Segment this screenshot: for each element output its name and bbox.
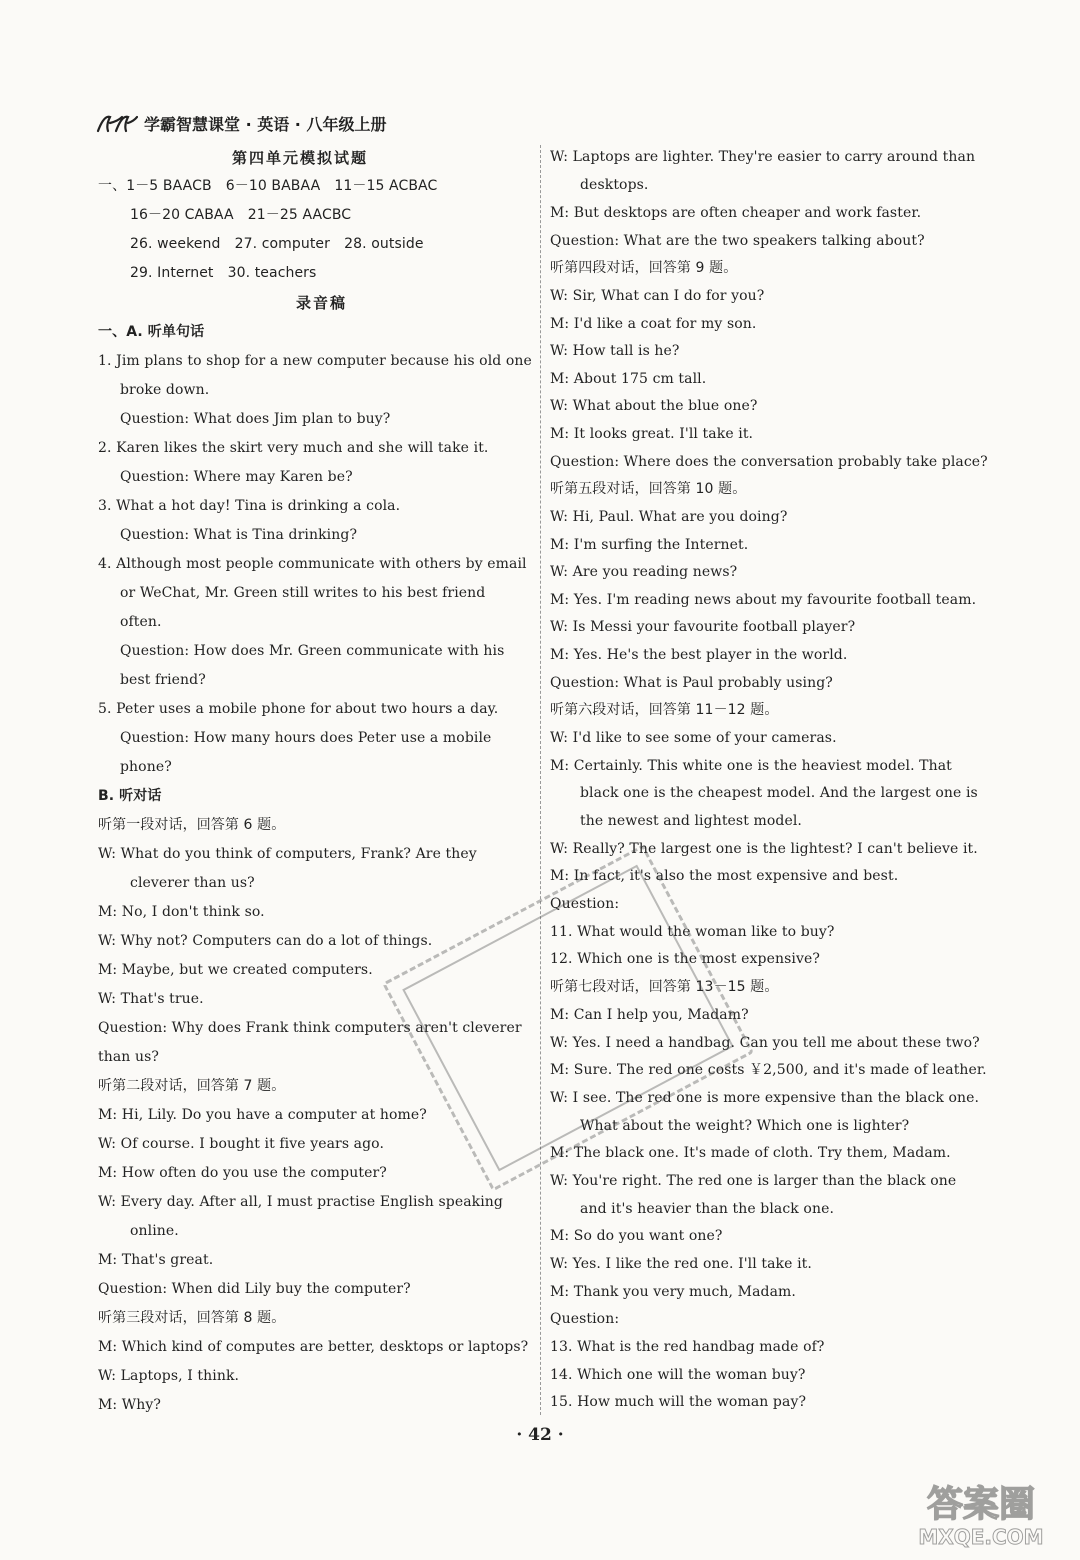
right-text-line: Question: Where does the conversation probably take place? [550, 454, 988, 470]
right-text-line: 听第七段对话，回答第 13－15 题。 [550, 979, 779, 995]
right-text-line: Question: What are the two speakers talking about? [550, 233, 925, 249]
column-divider [540, 145, 541, 1415]
left-text-line: best friend? [120, 672, 206, 688]
right-text-line: W: You're right. The red one is larger than the black one [550, 1173, 957, 1189]
right-text-line: M: But desktops are often cheaper and work faster. [550, 205, 922, 221]
left-text-line: Question: What does Jim plan to buy? [120, 411, 391, 427]
watermark-url: MXQE.COM [918, 1525, 1044, 1549]
right-text-line: W: Hi, Paul. What are you doing? [550, 509, 788, 525]
left-text-line: M: Hi, Lily. Do you have a computer at home? [98, 1107, 427, 1123]
right-text-line: W: What about the blue one? [550, 398, 758, 414]
right-text-line: M: Thank you very much, Madam. [550, 1284, 796, 1300]
left-text-line: 听第三段对话，回答第 8 题。 [98, 1310, 286, 1326]
left-text-line: W: Every day. After all, I must practise English speaking [98, 1194, 503, 1210]
left-text-line: broke down. [120, 382, 210, 398]
left-text-line: cleverer than us? [130, 875, 255, 891]
left-text-line: 16－20 CABAA 21－25 AACBC [130, 207, 352, 223]
left-text-line: M: Maybe, but we created computers. [98, 962, 373, 978]
right-text-line: 15. How much will the woman pay? [550, 1394, 807, 1410]
left-text-line: Question: When did Lily buy the computer? [98, 1281, 411, 1297]
right-text-line: W: Is Messi your favourite football player? [550, 619, 856, 635]
left-text-line: 听第一段对话，回答第 6 题。 [98, 817, 286, 833]
right-text-line: 13. What is the red handbag made of? [550, 1339, 825, 1355]
right-text-line: 14. Which one will the woman buy? [550, 1367, 806, 1383]
right-text-line: W: I see. The red one is more expensive than the black one. [550, 1090, 980, 1106]
right-text-line: Question: [550, 1311, 620, 1327]
book-title: 学霸智慧课堂 · 英语 · 八年级上册 [144, 114, 387, 134]
right-text-line: W: Yes. I need a handbag. Can you tell me about these two? [550, 1035, 980, 1051]
left-text-line: 26. weekend 27. computer 28. outside [130, 236, 424, 252]
left-text-line: Question: How many hours does Peter use a mobile [120, 730, 492, 746]
left-text-line: than us? [98, 1049, 159, 1065]
right-text-line: M: Sure. The red one costs ￥2,500, and it's made of leather. [550, 1062, 987, 1078]
left-text-line: phone? [120, 759, 172, 775]
left-text-line: 2. Karen likes the skirt very much and she will take it. [98, 440, 489, 456]
left-text-line: 4. Although most people communicate with others by email [98, 556, 527, 572]
left-text-line: Question: Where may Karen be? [120, 469, 353, 485]
page-header [96, 108, 386, 138]
right-text-line: 听第五段对话，回答第 10 题。 [550, 481, 747, 497]
right-text-line: M: Yes. He's the best player in the world. [550, 647, 848, 663]
left-text-line: 1. Jim plans to shop for a new computer because his old one [98, 353, 532, 369]
left-text-line: or WeChat, Mr. Green still writes to his best friend [120, 585, 486, 601]
left-text-line: 29. Internet 30. teachers [130, 265, 317, 281]
left-text-line: 第四单元模拟试题 [232, 149, 369, 167]
left-text-line: M: No, I don't think so. [98, 904, 265, 920]
left-text-line: 5. Peter uses a mobile phone for about two hours a day. [98, 701, 499, 717]
right-text-line: M: I'd like a coat for my son. [550, 316, 757, 332]
left-text-line: B. 听对话 [98, 788, 162, 804]
right-text-line: 听第四段对话，回答第 9 题。 [550, 260, 738, 276]
right-text-line: M: In fact, it's also the most expensive and best. [550, 868, 899, 884]
left-text-line: W: Of course. I bought it five years ago. [98, 1136, 385, 1152]
watermark-logo [896, 1472, 1066, 1552]
right-text-line: M: I'm surfing the Internet. [550, 537, 749, 553]
left-text-line: W: That's true. [98, 991, 204, 1007]
left-text-line: often. [120, 614, 162, 630]
right-text-line: W: Are you reading news? [550, 564, 738, 580]
right-text-line: M: Can I help you, Madam? [550, 1007, 749, 1023]
left-text-line: M: Which kind of computes are better, desktops or laptops? [98, 1339, 529, 1355]
left-text-line: Question: What is Tina drinking? [120, 527, 358, 543]
right-text-line: desktops. [580, 177, 649, 193]
right-text-line: M: Yes. I'm reading news about my favourite football team. [550, 592, 977, 608]
right-text-line: the newest and lightest model. [580, 813, 802, 829]
right-text-line: and it's heavier than the black one. [580, 1201, 835, 1217]
right-text-line: 听第六段对话，回答第 11－12 题。 [550, 702, 779, 718]
right-text-line: W: Laptops are lighter. They're easier to carry around than [550, 149, 976, 165]
left-text-line: W: Why not? Computers can do a lot of things. [98, 933, 433, 949]
left-text-line: 3. What a hot day! Tina is drinking a cola. [98, 498, 401, 514]
left-text-line: M: Why? [98, 1397, 162, 1413]
left-text-line: Question: Why does Frank think computers aren't cleverer [98, 1020, 522, 1036]
left-text-line: online. [130, 1223, 179, 1239]
right-text-line: 11. What would the woman like to buy? [550, 924, 835, 940]
right-text-line: M: It looks great. I'll take it. [550, 426, 754, 442]
left-text-line: M: That's great. [98, 1252, 214, 1268]
left-text-line: M: How often do you use the computer? [98, 1165, 387, 1181]
right-text-line: Question: What is Paul probably using? [550, 675, 833, 691]
right-text-line: M: About 175 cm tall. [550, 371, 707, 387]
right-text-line: M: The black one. It's made of cloth. Try them, Madam. [550, 1145, 951, 1161]
right-text-line: M: So do you want one? [550, 1228, 723, 1244]
right-text-line: M: Certainly. This white one is the heaviest model. That [550, 758, 952, 774]
right-text-line: Question: [550, 896, 620, 912]
right-text-line: black one is the cheapest model. And the largest one is [580, 785, 978, 801]
right-text-line: W: I'd like to see some of your cameras. [550, 730, 837, 746]
left-text-line: 一、A. 听单句话 [98, 324, 205, 340]
left-text-line: W: Laptops, I think. [98, 1368, 240, 1384]
right-text-line: What about the weight? Which one is lighter? [580, 1118, 910, 1134]
right-text-line: W: Sir, What can I do for you? [550, 288, 765, 304]
right-text-line: W: Really? The largest one is the lightest? I can't believe it. [550, 841, 978, 857]
left-text-line: W: What do you think of computers, Frank? Are they [98, 846, 477, 862]
left-text-line: 听第二段对话，回答第 7 题。 [98, 1078, 286, 1094]
watermark-title: 答案圈 [926, 1484, 1036, 1525]
right-text-line: W: Yes. I like the red one. I'll take it. [550, 1256, 812, 1272]
publisher-logo-icon [96, 111, 138, 135]
left-text-line: 录音稿 [296, 294, 348, 312]
left-text-line: 一、1－5 BAACB 6－10 BABAA 11－15 ACBAC [98, 178, 438, 194]
page-number: · 42 · [516, 1425, 564, 1445]
right-text-line: W: How tall is he? [550, 343, 680, 359]
left-text-line: Question: How does Mr. Green communicate with his [120, 643, 505, 659]
right-text-line: 12. Which one is the most expensive? [550, 951, 820, 967]
